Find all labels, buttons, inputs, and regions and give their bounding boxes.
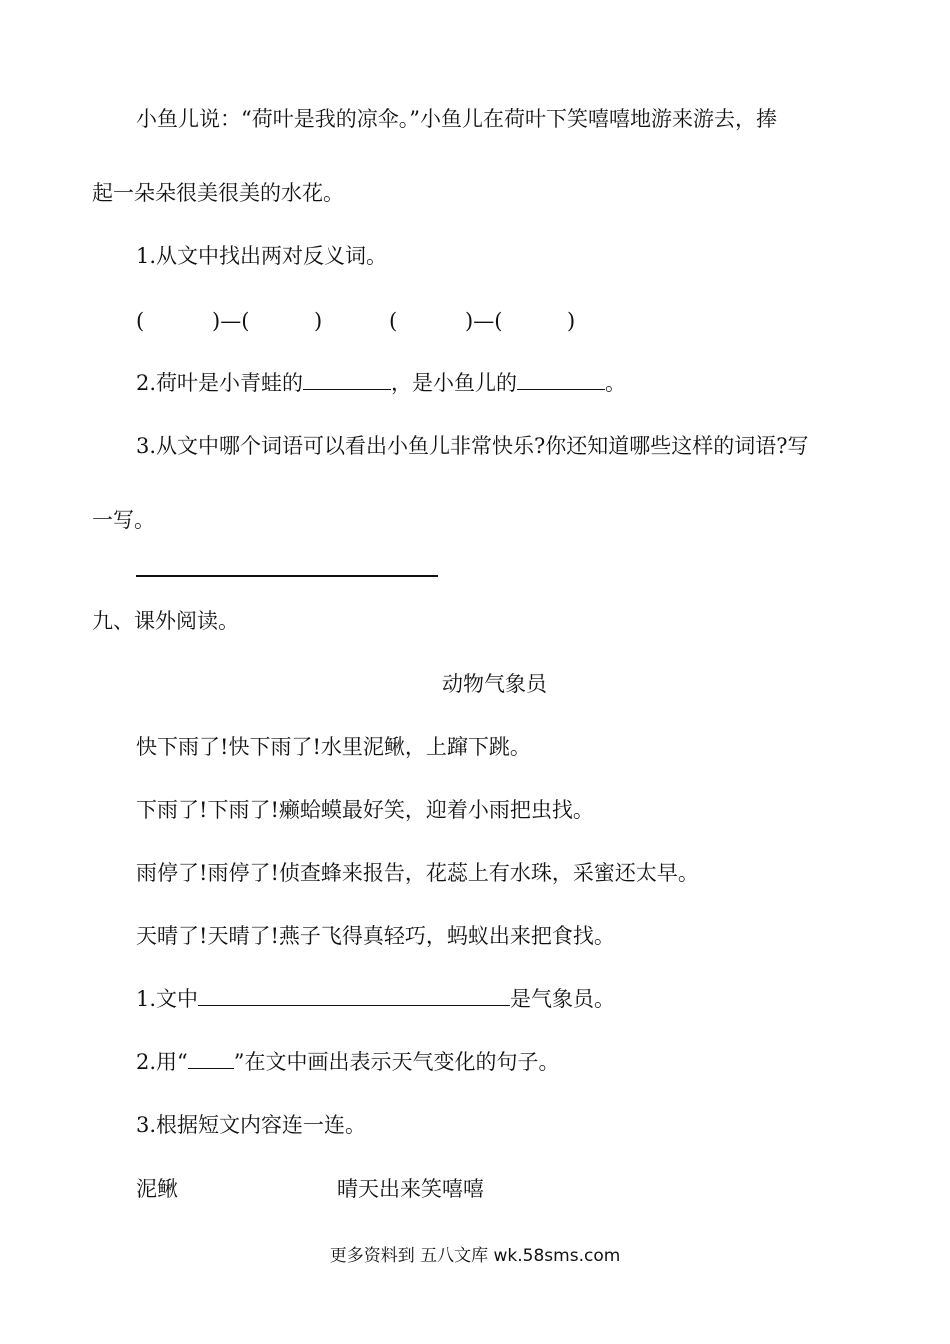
- footer-text: 更多资料到 五八文库 wk.58sms.com: [329, 1246, 621, 1266]
- question-underline-sentences: [136, 1047, 560, 1077]
- poem-line: 下雨了!下雨了!癞蛤蟆最好笑，迎着小雨把虫找。: [136, 798, 594, 822]
- match-left-item[interactable]: 泥鳅: [136, 1177, 178, 1201]
- q2-suffix: ”在文中画出表示天气变化的句子。: [233, 1050, 560, 1074]
- poem-line: 天晴了!天晴了!燕子飞得真轻巧，蚂蚁出来把食找。: [136, 924, 615, 948]
- paren-open-2: (: [389, 309, 398, 333]
- paren-close-2: ): [567, 309, 576, 333]
- question-happy-words-line-2: 一写。: [92, 508, 155, 532]
- q1-prefix: 1.文中: [136, 987, 199, 1011]
- paren-open-1: (: [136, 309, 145, 333]
- answer-blank-2[interactable]: [517, 369, 605, 390]
- q1-suffix: 是气象员。: [510, 987, 616, 1011]
- q2-prefix: 2.用“: [136, 1050, 188, 1074]
- answer-blank-3[interactable]: [198, 985, 510, 1006]
- question-matching: 3.根据短文内容连一连。: [136, 1113, 367, 1137]
- question-weather-animals: [136, 984, 615, 1014]
- question-antonyms: 1.从文中找出两对反义词。: [136, 244, 388, 268]
- paren-close-1: ): [314, 309, 323, 333]
- passage-line-2: 起一朵朵很美很美的水花。: [92, 181, 344, 205]
- q2-end: 。: [605, 371, 627, 395]
- section-heading: 九、课外阅读。: [92, 609, 239, 633]
- paren-dash-1: )—(: [212, 309, 250, 333]
- poem-line: 快下雨了!快下雨了!水里泥鳅，上蹿下跳。: [136, 735, 531, 759]
- poem-title: 动物气象员: [442, 672, 547, 696]
- poem-line: 雨停了!雨停了!侦查蜂来报告，花蕊上有水珠，采蜜还太早。: [136, 861, 699, 885]
- question-lotus-leaf: [136, 368, 626, 398]
- q2-prefix: 2.荷叶是小青蛙的: [136, 371, 304, 395]
- q2-middle: ，是小鱼儿的: [391, 371, 518, 395]
- match-right-item[interactable]: 晴天出来笑嘻嘻: [337, 1177, 484, 1201]
- paren-dash-2: )—(: [465, 309, 503, 333]
- answer-line[interactable]: [136, 575, 438, 577]
- underline-sample: [188, 1048, 234, 1069]
- question-happy-words-line-1: 3.从文中哪个词语可以看出小鱼儿非常快乐?你还知道哪些这样的词语?写: [136, 434, 809, 458]
- passage-line-1: 小鱼儿说：“荷叶是我的凉伞。”小鱼儿在荷叶下笑嘻嘻地游来游去，捧: [136, 107, 777, 131]
- answer-blank-1[interactable]: [303, 369, 391, 390]
